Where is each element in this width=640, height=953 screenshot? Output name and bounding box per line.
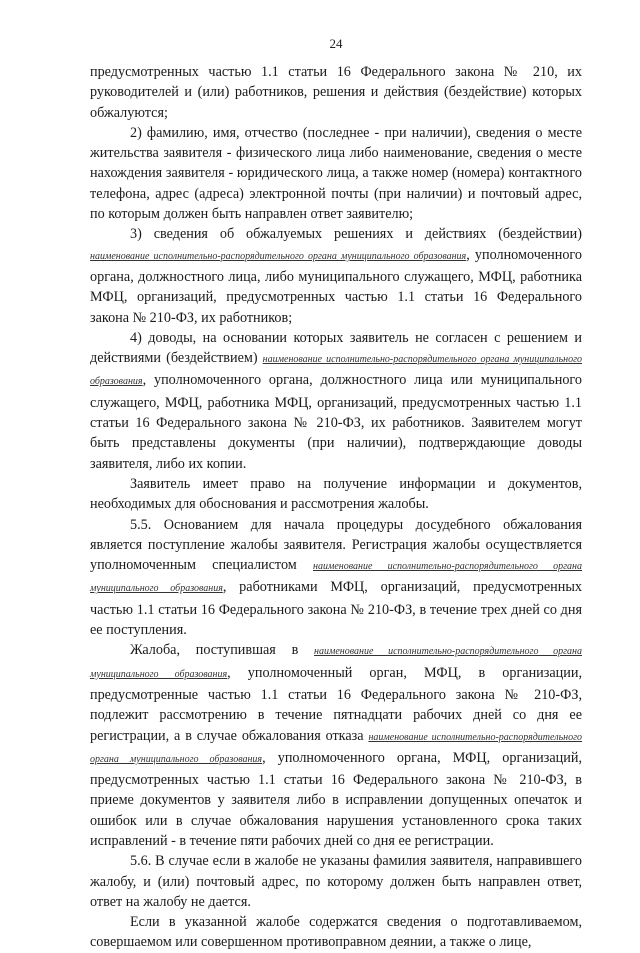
paragraph	[90, 640, 582, 851]
paragraph	[90, 224, 582, 327]
paragraph	[90, 474, 582, 515]
paragraph	[90, 851, 582, 912]
paragraph	[90, 123, 582, 224]
placeholder-note: наименование исполнительно-распорядительного органа муниципального образования	[90, 354, 582, 388]
paragraph-text: 5.5. Основанием для начала процедуры досудебного обжалования является поступление жалобы заявителя. Регистрация жалобы осуществляется уполномоченным специалистом	[90, 516, 582, 574]
paragraph-text: , работниками МФЦ, организаций, предусмотренных частью 1.1 статьи 16 Федерального закона № 210-ФЗ, в течение трех дней со дня ее поступления.	[90, 579, 582, 639]
placeholder-note: наименование исполнительно-распорядительного органа муниципального образования	[90, 646, 582, 680]
paragraph-text: 4) доводы, на основании которых заявитель не согласен с решением и действиями (бездействием)	[90, 329, 582, 367]
paragraph-text: Жалоба, поступившая в	[130, 642, 315, 659]
paragraph-text: , уполномоченного органа, МФЦ, организаций, предусмотренных частью 1.1 статьи 16 Федерального закона № 210-ФЗ, в приеме документов у заявителя либо в исправлении допущенных опечаток и ошибок или в случае обжалования нарушения установленного срока таких исправлений - в течение пяти рабочих дней со дня ее регистрации.	[90, 749, 583, 849]
paragraph	[90, 912, 582, 953]
placeholder-note: наименование исполнительно-распорядительного органа муниципального образования	[90, 561, 582, 595]
placeholder-note: наименование исполнительно-распорядительного органа муниципального образования	[90, 250, 467, 262]
paragraph-text: , уполномоченный орган, МФЦ, в организации, предусмотренные частью 1.1 статьи 16 Федерального закона № 210-ФЗ, подлежит рассмотрению в течение пятнадцати рабочих дней со дня ее регистрации, а в случае обжалования отказа	[90, 664, 582, 744]
paragraph	[90, 328, 582, 474]
paragraph-text: Заявитель имеет право на получение информации и документов, необходимых для обоснования и рассмотрения жалобы.	[90, 475, 582, 513]
paragraph-text: 5.6. В случае если в жалобе не указаны фамилия заявителя, направившего жалобу, и (или) почтовый адрес, по которому должен быть направлен ответ, ответ на жалобу не дается.	[90, 853, 582, 910]
document-body	[90, 62, 582, 953]
paragraph-text: предусмотренных частью 1.1 статьи 16 Федерального закона № 210, их руководителей и (или) работников, решения и действия (бездействие) которых обжалуются;	[90, 64, 582, 121]
paragraph-text: 3) сведения об обжалуемых решениях и действиях (бездействии)	[130, 226, 582, 243]
paragraph	[90, 515, 582, 641]
paragraph-text: 2) фамилию, имя, отчество (последнее - при наличии), сведения о месте жительства заявителя - физического лица либо наименование, сведения о месте нахождения заявителя - юридического лица, а также номер (номера) контактного телефона, адрес (адреса) электронной почты (при наличии) и почтовый адрес, по которым должен быть направлен ответ заявителю;	[90, 124, 582, 223]
page-number: 24	[329, 36, 343, 51]
placeholder-note: наименование исполнительно-распорядительного органа муниципального образования	[90, 731, 582, 765]
paragraph-text: , уполномоченного органа, должностного лица, либо муниципального служащего, МФЦ, работника МФЦ, организаций, предусмотренных частью 1.1 статьи 16 Федерального закона № 210-ФЗ, их работников;	[90, 246, 582, 326]
paragraph-text: , уполномоченного органа, должностного лица или муниципального служащего, МФЦ, работника МФЦ, организаций, предусмотренных частью 1.1 статьи 16 Федерального закона № 210-ФЗ, их работников. Заявителем могут быть представлены документы (при наличии), подтверждающие доводы заявителя, либо их копии.	[90, 372, 582, 472]
paragraph-text: Если в указанной жалобе содержатся сведения о подготавливаемом, совершаемом или совершенном противоправном деянии, а также о лице,	[90, 914, 582, 951]
paragraph	[90, 62, 582, 123]
